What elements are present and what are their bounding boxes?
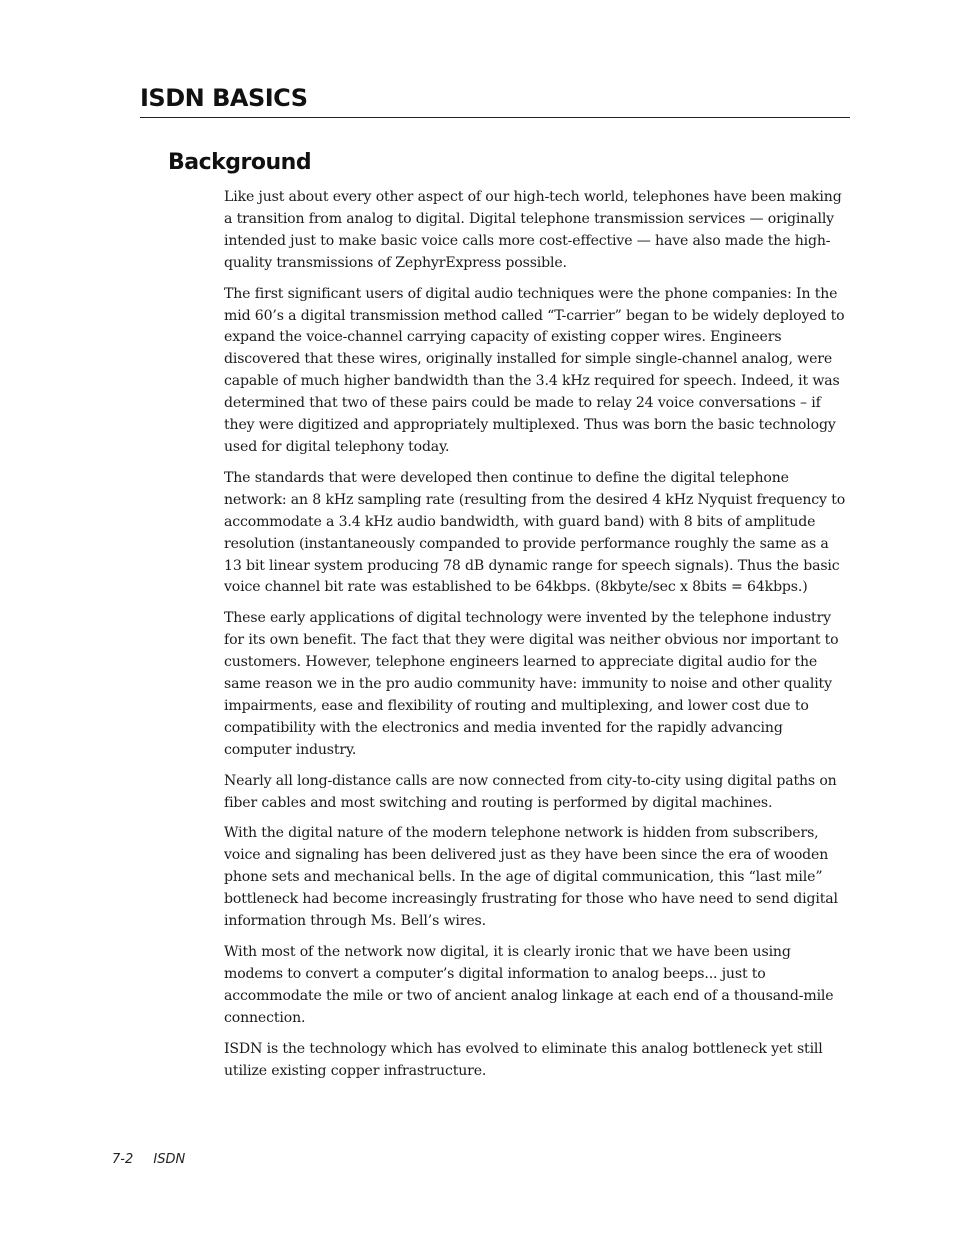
- paragraph-5: Nearly all long-distance calls are now connected from city-to-city using digital paths on fiber cables and most switching and routing is performed by digital machines.: [224, 772, 837, 811]
- paragraph-7: With most of the network now digital, it is clearly ironic that we have been using modems to convert a computer’s digital information to analog beeps... just to accommodate the mile or two of ancient analog linkage at each end of a thousand-mile connection.: [224, 944, 834, 1026]
- paragraph-2: The first significant users of digital audio techniques were the phone companies: In the mid 60’s a digital transmission method called “T-carrier” began to be widely deployed to expand the voice-channel carrying capacity of existing copper wires. Engineers discovered that these wires, originally installed for simple single-channel analog, were capable of much higher bandwidth than the 3.4 kHz required for speech. Indeed, it was determined that two of these pairs could be made to relay 24 voice conversations – if they were digitized and appropriately multiplexed. Thus was born the basic technology used for digital telephony today.: [224, 285, 845, 455]
- paragraph-6: With the digital nature of the modern telephone network is hidden from subscribers, voice and signaling has been delivered just as they have been since the era of wooden phone sets and mechanical bells. In the age of digital communication, this “last mile” bottleneck had become increasingly frustrating for those who have need to send digital information through Ms. Bell’s wires.: [224, 825, 838, 930]
- body-text: [224, 187, 850, 1091]
- paragraph-3: The standards that were developed then continue to define the digital telephone network: an 8 kHz sampling rate (resulting from the desired 4 kHz Nyquist frequency to accommodate a 3.4 kHz audio bandwidth, with guard band) with 8 bits of amplitude resolution (instantaneously companded to provide performance roughly the same as a 13 bit linear system producing 78 dB dynamic range for speech signals). Thus the basic voice channel bit rate was established to be 64kbps. (8kbyte/sec x 8bits = 64kbps.): [224, 469, 846, 596]
- chapter-title-rule: [140, 117, 850, 118]
- page-footer: [112, 1152, 185, 1167]
- paragraph-8: ISDN is the technology which has evolved to eliminate this analog bottleneck yet still utilize existing copper infrastructure.: [224, 1040, 823, 1079]
- paragraph-1: Like just about every other aspect of our high-tech world, telephones have been making a transition from analog to digital. Digital telephone transmission services — originally intended just to make basic voice calls more cost-effective — have also made the high-quality transmissions of ZephyrExpress possible.: [224, 189, 842, 271]
- paragraph-4: These early applications of digital technology were invented by the telephone industry for its own benefit. The fact that they were digital was neither obvious nor important to customers. However, telephone engineers learned to appreciate digital audio for the same reason we in the pro audio community have: immunity to noise and other quality impairments, ease and flexibility of routing and multiplexing, and lower cost due to compatibility with the electronics and media invented for the rapidly advancing computer industry.: [224, 610, 839, 758]
- footer-page-number: 7-2: [112, 1152, 134, 1167]
- chapter-title: ISDN BASICS: [140, 84, 308, 112]
- footer-chapter-name: ISDN: [153, 1152, 186, 1167]
- section-title: Background: [168, 150, 312, 175]
